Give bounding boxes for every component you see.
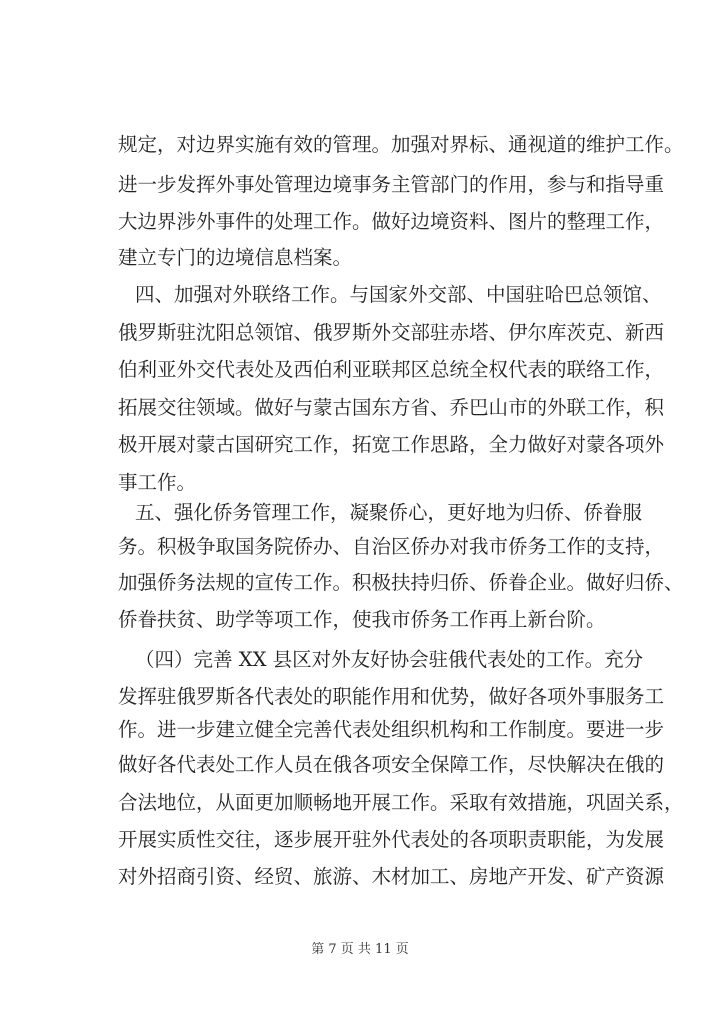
body-text-line: 侨眷扶贫、助学等项工作，使我市侨务工作再上新台阶。 — [118, 608, 606, 631]
body-text-line: 伯利亚外交代表处及西伯利亚联邦区总统全权代表的联络工作， — [118, 358, 665, 381]
body-text-line: 事工作。 — [118, 471, 197, 494]
body-text-line: 务。积极争取国务院侨办、自治区侨办对我市侨务工作的支持， — [118, 535, 665, 558]
body-text-line: 大边界涉外事件的处理工作。做好边境资料、图片的整理工作， — [118, 210, 665, 233]
page-number-footer: 第 7 页 共 11 页 — [311, 942, 409, 957]
body-text-line: 加强侨务法规的宣传工作。积极扶持归侨、侨眷企业。做好归侨、 — [118, 571, 684, 594]
section-heading-line: （四）完善 XX 县区对外友好协会驻俄代表处的工作。充分 — [135, 648, 644, 671]
body-text-line: 做好各代表处工作人员在俄各项安全保障工作，尽快解决在俄的 — [118, 753, 665, 776]
body-text-line: 发挥驻俄罗斯各代表处的职能作用和优势，做好各项外事服务工 — [118, 685, 665, 708]
paragraph-heading-line: 四、加强对外联络工作。与国家外交部、中国驻哈巴总领馆、 — [135, 283, 662, 306]
body-text-line: 规定，对边界实施有效的管理。加强对界标、通视道的维护工作。 — [118, 133, 684, 156]
body-text-line: 拓展交往领域。做好与蒙古国东方省、乔巴山市的外联工作，积 — [118, 396, 665, 419]
body-text-line: 极开展对蒙古国研究工作，拓宽工作思路，全力做好对蒙各项外 — [118, 433, 665, 456]
body-text-line: 开展实质性交往，逐步展开驻外代表处的各项职责职能，为发展 — [118, 828, 665, 851]
body-text-line: 进一步发挥外事处管理边境事务主管部门的作用，参与和指导重 — [118, 173, 665, 196]
body-text-line: 建立专门的边境信息档案。 — [118, 246, 353, 269]
body-text-line: 合法地位，从面更加顺畅地开展工作。采取有效措施，巩固关系， — [118, 791, 684, 814]
paragraph-heading-line: 五、强化侨务管理工作，凝聚侨心，更好地为归侨、侨眷服 — [135, 501, 643, 524]
body-text-line: 俄罗斯驻沈阳总领馆、俄罗斯外交部驻赤塔、伊尔库茨克、新西 — [118, 321, 665, 344]
body-text-line: 作。进一步建立健全完善代表处组织机构和工作制度。要进一步 — [118, 718, 665, 741]
body-text-line: 对外招商引资、经贸、旅游、木材加工、房地产开发、矿产资源 — [118, 865, 665, 888]
